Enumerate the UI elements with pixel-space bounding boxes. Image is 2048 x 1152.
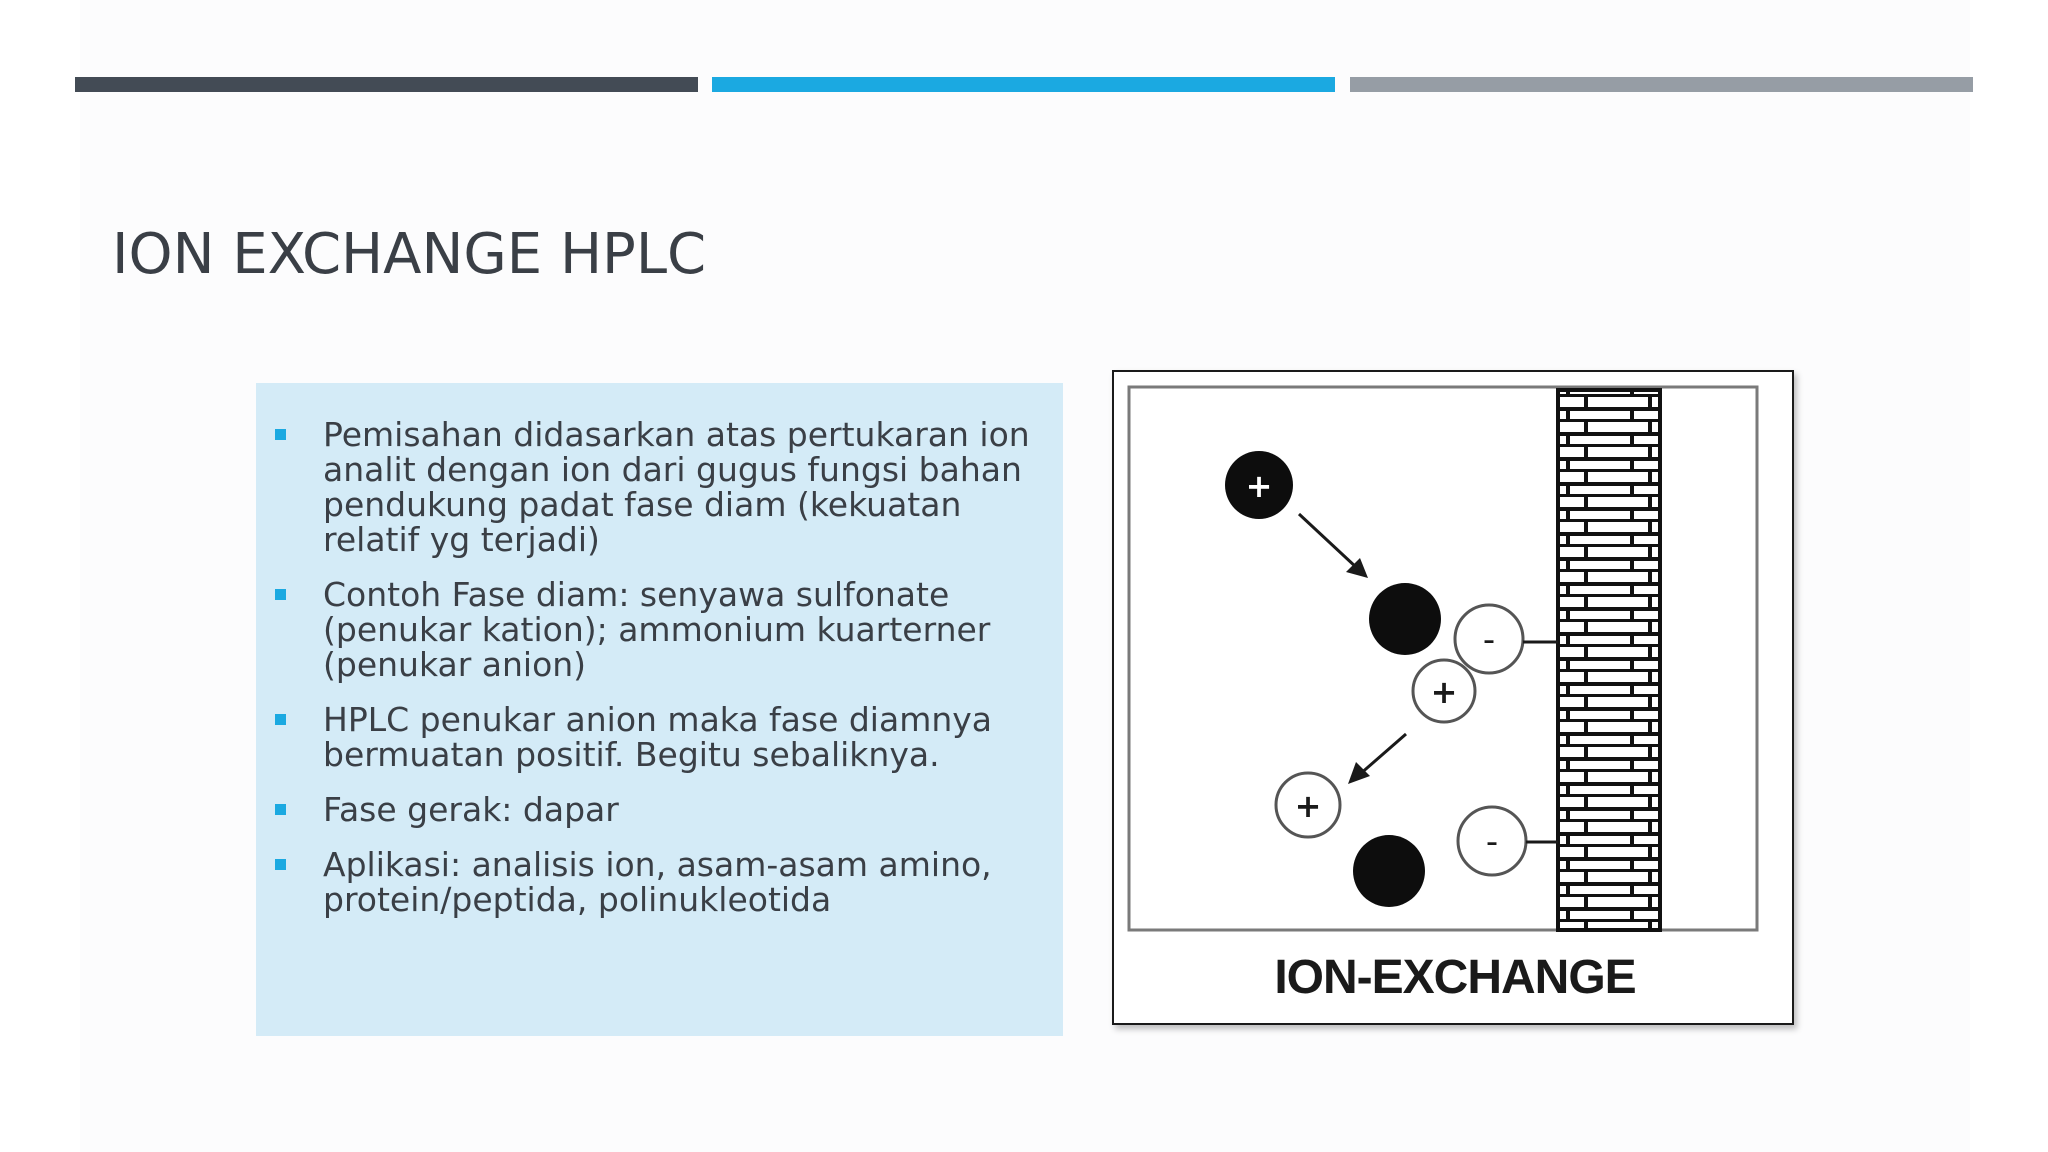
accent-bar-dark bbox=[75, 77, 698, 92]
figure-caption: ION-EXCHANGE bbox=[1274, 951, 1636, 1004]
ion-exchange-figure bbox=[1112, 370, 1794, 1025]
bound-cation bbox=[1369, 583, 1441, 655]
cation-free bbox=[1276, 773, 1340, 837]
diagram-frame bbox=[1129, 387, 1757, 930]
bullet-list bbox=[256, 417, 1047, 917]
square-bullet-icon bbox=[275, 429, 286, 440]
bound-cation bbox=[1353, 835, 1425, 907]
bullet-item bbox=[256, 847, 1047, 917]
bullet-item bbox=[256, 792, 1047, 827]
cation-incoming bbox=[1225, 451, 1293, 519]
cation-released bbox=[1413, 660, 1475, 722]
stationary-phase-wall bbox=[1558, 390, 1660, 930]
bullet-item bbox=[256, 577, 1047, 682]
svg-text:-: - bbox=[1482, 620, 1496, 660]
accent-bar-gray bbox=[1350, 77, 1973, 92]
bullet-text: HPLC penukar anion maka fase diamnya bermuatan positif. Begitu sebaliknya. bbox=[323, 700, 993, 774]
bullet-item bbox=[256, 702, 1047, 772]
content-box bbox=[256, 383, 1063, 1036]
slide-title: ION EXCHANGE HPLC bbox=[112, 222, 707, 287]
svg-text:+: + bbox=[1245, 467, 1273, 505]
svg-text:-: - bbox=[1485, 822, 1499, 862]
svg-text:+: + bbox=[1294, 787, 1322, 825]
square-bullet-icon bbox=[275, 804, 286, 815]
square-bullet-icon bbox=[275, 714, 286, 725]
ion-exchange-diagram bbox=[1114, 372, 1796, 1027]
square-bullet-icon bbox=[275, 859, 286, 870]
bullet-text: Pemisahan didasarkan atas pertukaran ion analit dengan ion dari gugus fungsi bahan pendukung padat fase diam (kekuatan relatif yg terjadi) bbox=[323, 415, 1030, 559]
bullet-item bbox=[256, 417, 1047, 557]
svg-text:+: + bbox=[1430, 673, 1458, 711]
square-bullet-icon bbox=[275, 589, 286, 600]
bullet-text: Contoh Fase diam: senyawa sulfonate (penukar kation); ammonium kuarterner (penukar anion) bbox=[323, 575, 991, 684]
bullet-text: Aplikasi: analisis ion, asam-asam amino, protein/peptida, polinukleotida bbox=[323, 845, 992, 919]
bullet-text: Fase gerak: dapar bbox=[323, 790, 619, 829]
accent-bar-blue bbox=[712, 77, 1335, 92]
